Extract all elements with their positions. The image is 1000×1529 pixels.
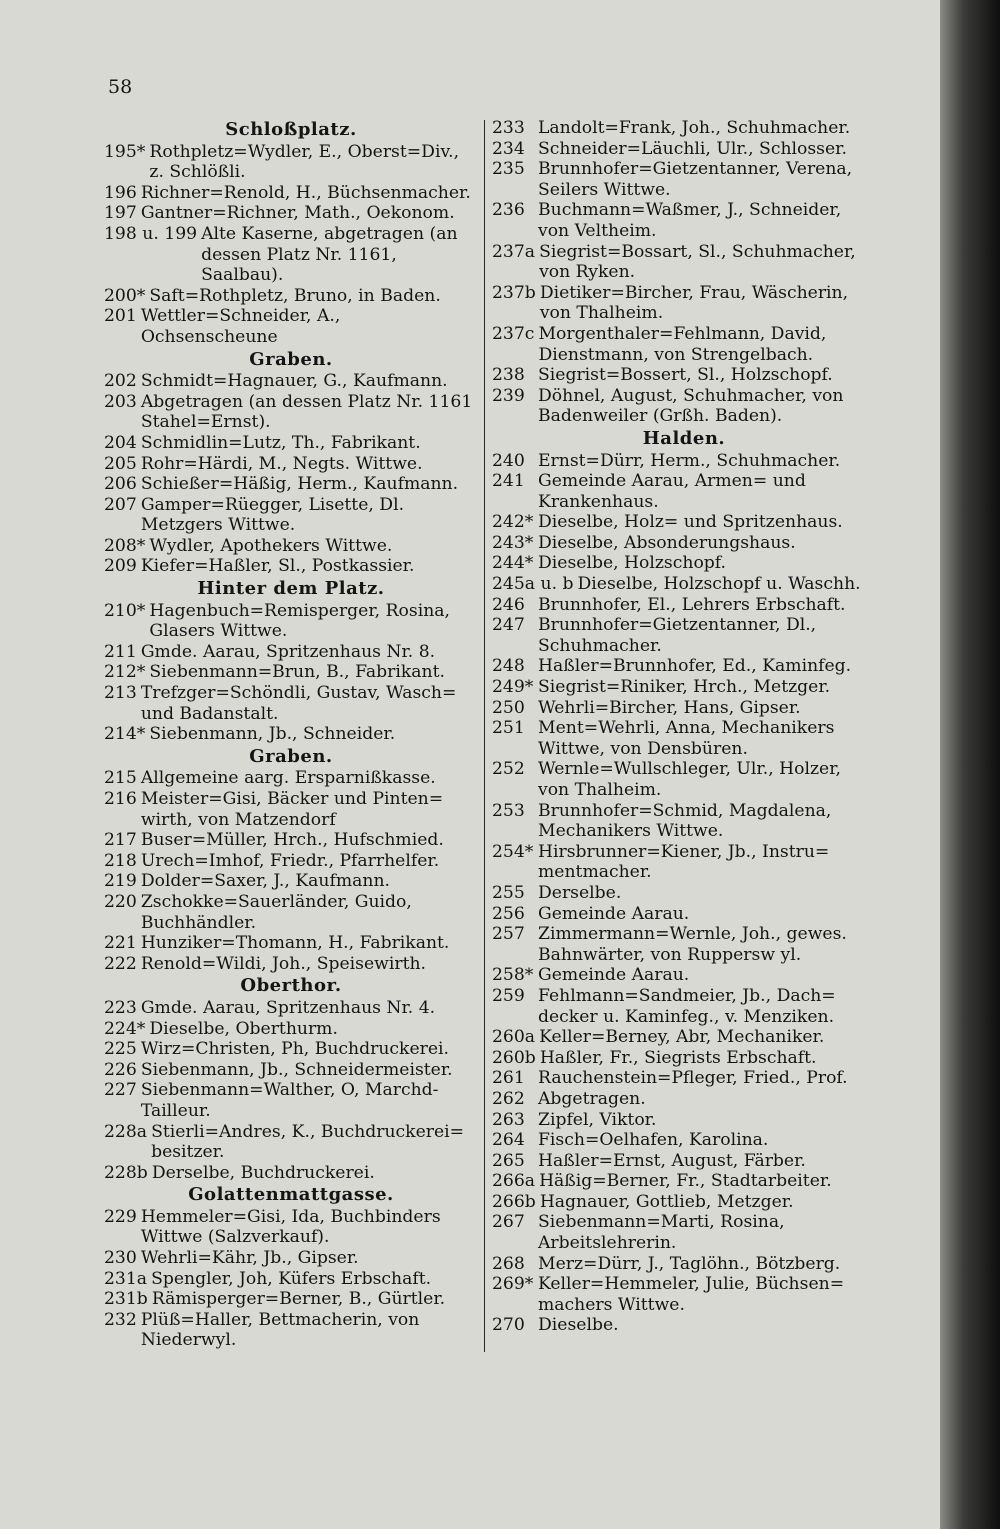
directory-entry (492, 1151, 876, 1172)
section-heading: Halden. (642, 427, 726, 449)
directory-entry (492, 677, 876, 698)
entry-text: Haßler=Ernst, August, Färber. (538, 1150, 806, 1171)
directory-entry (104, 933, 478, 954)
house-number: 228a (104, 1121, 148, 1142)
house-number: 216 (104, 789, 137, 809)
directory-entry (104, 662, 478, 683)
house-number: 221 (104, 933, 137, 954)
directory-entry (492, 883, 876, 904)
entry-text: Siegrist=Riniker, Hrch., Metzger. (538, 677, 831, 698)
house-number: 247 (492, 615, 525, 636)
entry-text: Dieselbe, Oberthurm. (149, 1018, 338, 1039)
entry-text: Hemmeler=Gisi, Ida, Buchbinders Wittwe (Salzverkauf). (140, 1206, 441, 1248)
entry-text: Fehlmann=Sandmeier, Jb., Dach= decker u. Kaminfeg., v. Menziken. (538, 985, 836, 1027)
house-number: 208* (104, 535, 146, 556)
entry-text: Dieselbe, Holzschopf. (538, 553, 727, 574)
left-column (104, 118, 478, 1351)
entry-text: Haßler, Fr., Siegrists Erbschaft. (539, 1047, 817, 1068)
entry-text: Richner=Renold, H., Büchsenmacher. (140, 182, 471, 203)
house-number: 222 (104, 953, 137, 974)
entry-text: Siebenmann=Marti, Rosina, Arbeitslehrerin. (538, 1212, 785, 1254)
house-number: 267 (492, 1212, 525, 1233)
house-number: 231b (104, 1289, 148, 1310)
directory-entry (492, 365, 876, 386)
directory-entry (492, 242, 876, 283)
entry-text: Zimmermann=Wernle, Joh., gewes. Bahnwärter, von Ruppersw yl. (538, 924, 847, 965)
directory-entry (492, 1254, 876, 1275)
entry-text: Brunnhofer, El., Lehrers Erbschaft. (538, 594, 846, 615)
entry-text: Zipfel, Viktor. (538, 1109, 657, 1130)
entry-text: Fisch=Oelhafen, Karolina. (538, 1130, 769, 1151)
entry-text: Wehrli=Bircher, Hans, Gipser. (538, 697, 801, 718)
house-number: 249* (492, 677, 534, 698)
directory-entry (492, 118, 876, 139)
entry-text: Plüß=Haller, Bettmacherin, von Niederwyl. (140, 1309, 420, 1351)
house-number: 212* (104, 662, 146, 683)
house-number: 224* (104, 1018, 146, 1039)
house-number: 213 (104, 683, 137, 704)
directory-entry (104, 536, 478, 557)
directory-entry (104, 683, 478, 724)
entry-text: Wernle=Wullschleger, Ulr., Holzer, von Thalheim. (538, 759, 841, 800)
entry-text: Haßler=Brunnhofer, Ed., Kaminfeg. (538, 656, 852, 677)
house-number: 200* (104, 285, 146, 306)
directory-entry (104, 768, 478, 789)
directory-entry (492, 1027, 876, 1048)
entry-text: Döhnel, August, Schuhmacher, von Badenweiler (Grßh. Baden). (538, 385, 844, 427)
entry-text: Schmidlin=Lutz, Th., Fabrikant. (140, 432, 421, 453)
house-number: 230 (104, 1248, 137, 1269)
house-number: 248 (492, 656, 525, 677)
entry-text: Merz=Dürr, J., Taglöhn., Bötzberg. (538, 1253, 841, 1274)
directory-entry (492, 842, 876, 883)
house-number: 252 (492, 759, 525, 780)
entry-text: Gemeinde Aarau, Armen= und Krankenhaus. (538, 471, 806, 512)
directory-entry (104, 724, 478, 745)
directory-entry (492, 615, 876, 656)
directory-entry (104, 433, 478, 454)
entry-text: Dieselbe. (538, 1315, 619, 1336)
house-number: 260a (492, 1027, 536, 1048)
directory-entry (492, 904, 876, 925)
house-number: 204 (104, 432, 137, 453)
house-number: 265 (492, 1150, 525, 1171)
house-number: 260b (492, 1047, 536, 1068)
house-number: 269* (492, 1274, 534, 1295)
house-number: 210* (104, 600, 146, 621)
entry-text: Renold=Wildi, Joh., Speisewirth. (140, 953, 427, 974)
directory-entry (104, 454, 478, 475)
directory-entry (104, 1080, 478, 1121)
directory-entry (104, 183, 478, 204)
directory-entry (492, 698, 876, 719)
entry-text: Hagenbuch=Remisperger, Rosina, Glasers Wittwe. (149, 600, 450, 642)
house-number: 255 (492, 882, 525, 903)
house-number: 262 (492, 1088, 525, 1109)
directory-entry (104, 851, 478, 872)
house-number: 229 (104, 1206, 137, 1227)
entry-text: Urech=Imhof, Friedr., Pfarrhelfer. (140, 850, 440, 871)
directory-entry (104, 642, 478, 663)
directory-entry (492, 471, 876, 512)
directory-entry (492, 200, 876, 241)
entry-text: Siegrist=Bossart, Sl., Schuhmacher, von Ryken. (539, 241, 856, 283)
entry-text: Keller=Hemmeler, Julie, Büchsen= machers Wittwe. (538, 1274, 845, 1315)
entry-text: Schießer=Häßig, Herm., Kaufmann. (140, 474, 459, 495)
directory-entry (492, 386, 876, 427)
entry-text: Morgenthaler=Fehlmann, David, Dienstmann, von Strengelbach. (538, 323, 827, 365)
entry-text: Wehrli=Kähr, Jb., Gipser. (140, 1248, 359, 1269)
entry-text: Dieselbe, Absonderungshaus. (538, 532, 796, 553)
directory-entry (492, 965, 876, 986)
directory-entry (492, 451, 876, 472)
house-number: 195* (104, 141, 146, 162)
entry-text: Gmde. Aarau, Spritzenhaus Nr. 8. (140, 641, 436, 662)
entry-text: Rauchenstein=Pfleger, Fried., Prof. (538, 1068, 848, 1089)
section-heading: Hinter dem Platz. (197, 578, 385, 600)
house-number: 202 (104, 371, 137, 392)
directory-entry (492, 595, 876, 616)
entry-text: Allgemeine aarg. Ersparnißkasse. (140, 768, 436, 789)
house-number: 214* (104, 724, 146, 745)
house-number: 236 (492, 200, 525, 221)
house-number: 225 (104, 1039, 137, 1060)
entry-text: Rohr=Härdi, M., Negts. Wittwe. (140, 453, 423, 474)
directory-entry (492, 324, 876, 365)
entry-text: Abgetragen. (538, 1088, 646, 1109)
entry-text: Rothpletz=Wydler, E., Oberst=Div., z. Schlößli. (149, 141, 460, 183)
directory-entry (104, 1163, 478, 1184)
entry-text: Hunziker=Thomann, H., Fabrikant. (140, 933, 450, 954)
directory-entry (492, 1171, 876, 1192)
directory-entry (492, 924, 876, 965)
entry-text: Gemeinde Aarau. (538, 965, 690, 986)
house-number: 264 (492, 1130, 525, 1151)
entry-text: Gantner=Richner, Math., Oekonom. (140, 203, 455, 224)
directory-entry (104, 892, 478, 933)
directory-entry (104, 1310, 478, 1351)
directory-entry (492, 1089, 876, 1110)
house-number: 266b (492, 1191, 536, 1212)
right-column (492, 118, 876, 1336)
house-number: 237c (492, 323, 535, 344)
house-number: 219 (104, 871, 137, 892)
directory-entry (492, 986, 876, 1027)
house-number: 258* (492, 965, 534, 986)
directory-entry (492, 656, 876, 677)
directory-entry (104, 1289, 478, 1310)
directory-entry (104, 1019, 478, 1040)
entry-text: Buchmann=Waßmer, J., Schneider, von Veltheim. (538, 200, 842, 241)
entry-text: Wydler, Apothekers Wittwe. (149, 535, 393, 556)
directory-entry (104, 495, 478, 536)
directory-entry (104, 392, 478, 433)
house-number: 237a (492, 241, 536, 262)
directory-entry (104, 1207, 478, 1248)
entry-text: Ment=Wehrli, Anna, Mechanikers Wittwe, von Densbüren. (538, 718, 835, 759)
house-number: 238 (492, 365, 525, 386)
entry-text: Gamper=Rüegger, Lisette, Dl. Metzgers Wittwe. (140, 494, 405, 536)
house-number: 240 (492, 450, 525, 471)
entry-text: Brunnhofer=Schmid, Magdalena, Mechanikers Wittwe. (538, 800, 832, 842)
section-heading: Graben. (249, 745, 333, 767)
house-number: 257 (492, 924, 525, 945)
house-number: 231a (104, 1268, 148, 1289)
entry-text: Landolt=Frank, Joh., Schuhmacher. (538, 118, 851, 138)
entry-text: Dietiker=Bircher, Frau, Wäscherin, von Thalheim. (539, 282, 849, 324)
entry-text: Dolder=Saxer, J., Kaufmann. (140, 871, 390, 892)
entry-text: Gemeinde Aarau. (538, 903, 690, 924)
house-number: 227 (104, 1080, 137, 1101)
entry-text: Wirz=Christen, Ph, Buchdruckerei. (140, 1039, 449, 1060)
entry-text: Dieselbe, Holz= und Spritzenhaus. (538, 512, 843, 533)
house-number: 237b (492, 282, 536, 303)
house-number: 218 (104, 850, 137, 871)
entry-text: Hagnauer, Gottlieb, Metzger. (539, 1191, 794, 1212)
house-number: 220 (104, 891, 137, 912)
entry-text: Saft=Rothpletz, Bruno, in Baden. (149, 285, 441, 306)
entry-text: Derselbe, Buchdruckerei. (151, 1162, 375, 1183)
house-number: 201 (104, 306, 137, 327)
entry-text: Dieselbe, Holzschopf u. Waschh. (577, 574, 861, 595)
house-number: 196 (104, 182, 137, 203)
house-number: 206 (104, 474, 137, 495)
directory-entry (492, 1068, 876, 1089)
directory-entry (104, 830, 478, 851)
entry-text: Siegrist=Bossert, Sl., Holzschopf. (538, 365, 833, 386)
directory-entry (104, 1039, 478, 1060)
house-number: 270 (492, 1315, 525, 1336)
house-number: 254* (492, 841, 534, 862)
directory-entry (492, 759, 876, 800)
directory-entry (492, 1192, 876, 1213)
directory-entry (492, 533, 876, 554)
entry-text: Brunnhofer=Gietzentanner, Verena, Seilers Wittwe. (538, 159, 853, 200)
house-number: 209 (104, 556, 137, 577)
entry-text: Ernst=Dürr, Herm., Schuhmacher. (538, 450, 841, 471)
house-number: 245a u. b (492, 574, 574, 595)
house-number: 244* (492, 553, 534, 574)
directory-entry (104, 1269, 478, 1290)
directory-entry (104, 203, 478, 224)
entry-text: Stierli=Andres, K., Buchdruckerei= besitzer. (151, 1121, 465, 1163)
directory-entry (492, 159, 876, 200)
directory-entry (104, 871, 478, 892)
book-gutter-shadow (940, 0, 1000, 1529)
house-number: 228b (104, 1162, 148, 1183)
house-number: 198 u. 199 (104, 223, 198, 244)
directory-entry (492, 1110, 876, 1131)
house-number: 266a (492, 1171, 536, 1192)
directory-entry (492, 1274, 876, 1315)
directory-entry (104, 601, 478, 642)
house-number: 207 (104, 494, 137, 515)
entry-text: Hirsbrunner=Kiener, Jb., Instru= mentmacher. (538, 841, 830, 883)
directory-entry (492, 1130, 876, 1151)
directory-entry (492, 283, 876, 324)
house-number: 203 (104, 391, 137, 412)
house-number: 226 (104, 1059, 137, 1080)
entry-text: Siebenmann=Walther, O, Marchd-Tailleur. (140, 1080, 439, 1121)
entry-text: Wettler=Schneider, A., Ochsenscheune (140, 306, 341, 347)
entry-text: Rämisperger=Berner, B., Gürtler. (151, 1289, 446, 1310)
house-number: 211 (104, 641, 137, 662)
section-heading: Oberthor. (240, 975, 342, 997)
entry-text: Siebenmann, Jb., Schneider. (149, 724, 396, 745)
directory-entry (104, 789, 478, 830)
directory-entry (104, 954, 478, 975)
section-heading: Schloßplatz. (225, 119, 357, 140)
directory-entry (104, 1248, 478, 1269)
house-number: 233 (492, 118, 525, 138)
section-heading: Golattenmattgasse. (188, 1184, 394, 1206)
column-divider (484, 120, 485, 1352)
directory-entry (104, 474, 478, 495)
house-number: 217 (104, 830, 137, 851)
entry-text: Meister=Gisi, Bäcker und Pinten= wirth, von Matzendorf (140, 789, 444, 830)
house-number: 246 (492, 594, 525, 615)
entry-text: Siebenmann=Brun, B., Fabrikant. (149, 662, 445, 683)
entry-text: Zschokke=Sauerländer, Guido, Buchhändler. (140, 891, 412, 933)
entry-text: Schmidt=Hagnauer, G., Kaufmann. (140, 371, 448, 392)
directory-entry (492, 801, 876, 842)
house-number: 250 (492, 697, 525, 718)
directory-entry (104, 286, 478, 307)
house-number: 223 (104, 997, 137, 1018)
directory-entry (492, 512, 876, 533)
entry-text: Buser=Müller, Hrch., Hufschmied. (140, 830, 444, 851)
house-number: 232 (104, 1309, 137, 1330)
house-number: 263 (492, 1109, 525, 1130)
directory-entry (104, 556, 478, 577)
house-number: 242* (492, 512, 534, 533)
house-number: 243* (492, 532, 534, 553)
entry-text: Keller=Berney, Abr, Mechaniker. (539, 1027, 825, 1048)
directory-entry (104, 142, 478, 183)
directory-entry (492, 553, 876, 574)
directory-entry (492, 574, 876, 595)
entry-text: Trefzger=Schöndli, Gustav, Wasch= und Badanstalt. (140, 683, 457, 724)
entry-text: Spengler, Joh, Küfers Erbschaft. (151, 1268, 432, 1289)
directory-entry (104, 371, 478, 392)
page-number: 58 (108, 76, 133, 98)
house-number: 215 (104, 768, 137, 789)
directory-entry (492, 139, 876, 160)
house-number: 234 (492, 138, 525, 159)
directory-entry (492, 1212, 876, 1253)
directory-entry (104, 998, 478, 1019)
house-number: 253 (492, 800, 525, 821)
entry-text: Brunnhofer=Gietzentanner, Dl., Schuhmacher. (538, 615, 817, 656)
house-number: 268 (492, 1253, 525, 1274)
entry-text: Häßig=Berner, Fr., Stadtarbeiter. (539, 1171, 832, 1192)
directory-entry (104, 306, 478, 347)
entry-text: Schneider=Läuchli, Ulr., Schlosser. (538, 138, 847, 159)
entry-text: Derselbe. (538, 882, 622, 903)
entry-text: Alte Kaserne, abgetragen (an dessen Platz Nr. 1161, Saalbau). (201, 223, 458, 286)
directory-entry (104, 224, 478, 286)
directory-entry (104, 1060, 478, 1081)
directory-entry (492, 1315, 876, 1336)
house-number: 256 (492, 903, 525, 924)
house-number: 239 (492, 385, 525, 406)
house-number: 241 (492, 471, 525, 492)
house-number: 235 (492, 159, 525, 180)
entry-text: Abgetragen (an dessen Platz Nr. 1161 Stahel=Ernst). (140, 391, 473, 433)
entry-text: Gmde. Aarau, Spritzenhaus Nr. 4. (140, 997, 436, 1018)
house-number: 261 (492, 1068, 525, 1089)
directory-entry (492, 718, 876, 759)
house-number: 251 (492, 718, 525, 739)
house-number: 197 (104, 203, 137, 224)
house-number: 259 (492, 985, 525, 1006)
directory-entry (104, 1122, 478, 1163)
section-heading: Graben. (249, 348, 333, 370)
entry-text: Siebenmann, Jb., Schneidermeister. (140, 1059, 453, 1080)
entry-text: Kiefer=Haßler, Sl., Postkassier. (140, 556, 415, 577)
directory-entry (492, 1048, 876, 1069)
house-number: 205 (104, 453, 137, 474)
